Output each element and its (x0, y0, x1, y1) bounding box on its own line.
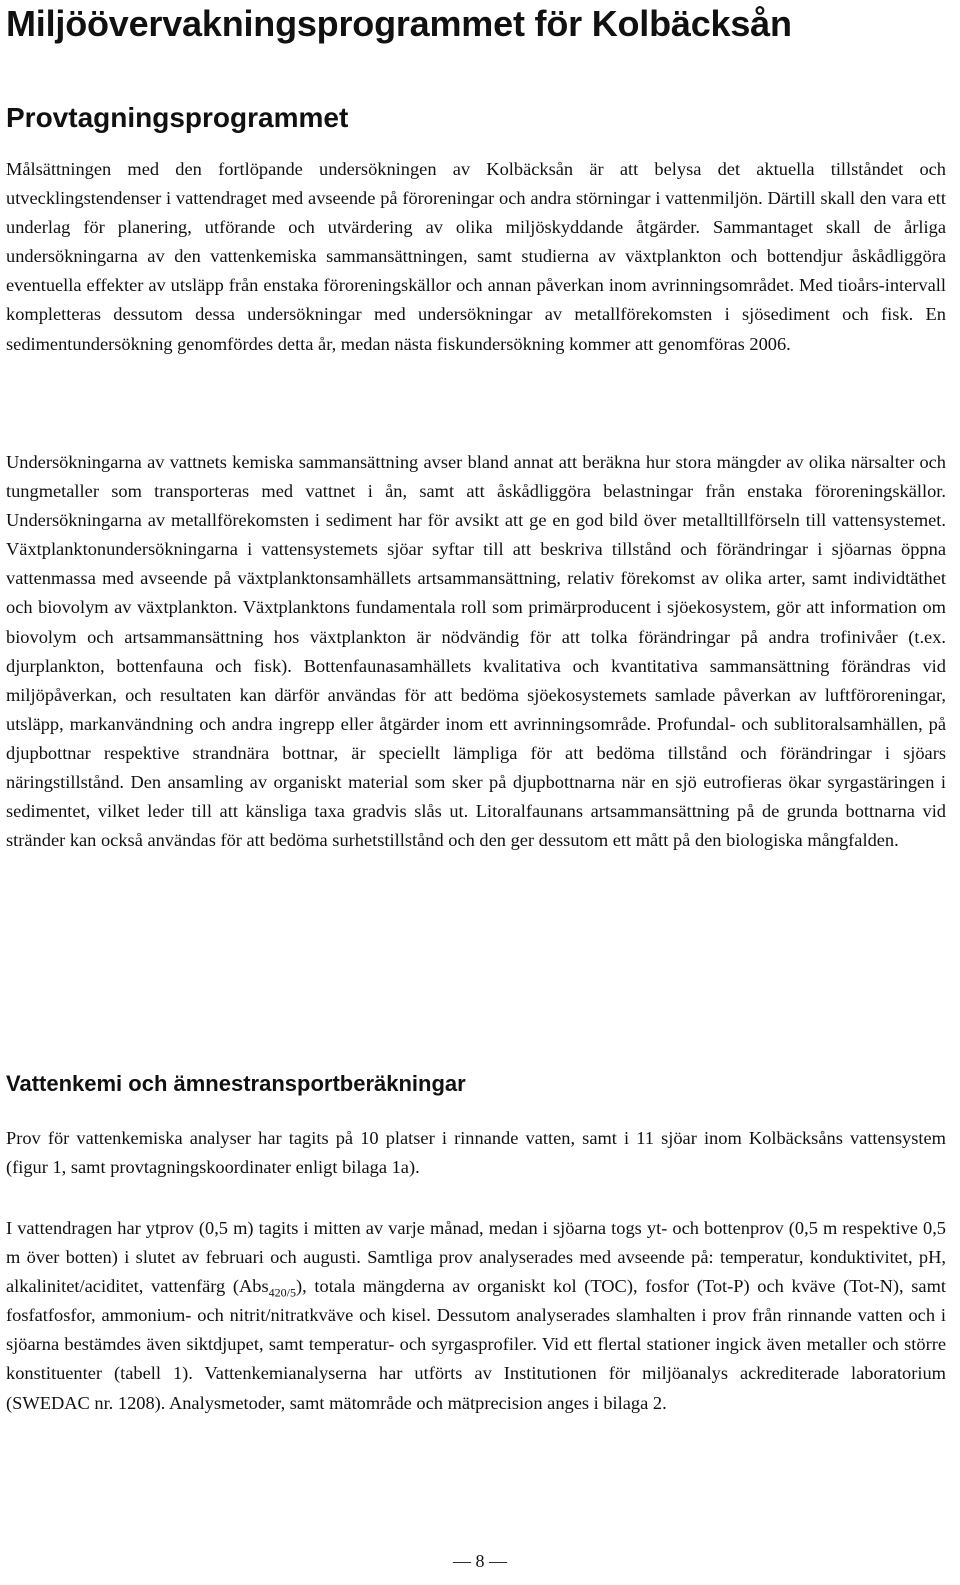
paragraph-analyses (6, 1214, 946, 1418)
section-heading-vattenkemi: Vattenkemi och ämnestransportberäkningar (6, 1071, 466, 1096)
section-heading-provtagning: Provtagningsprogrammet (6, 102, 349, 133)
document-title: Miljöövervakningsprogrammet för Kolbäcksån (6, 3, 792, 44)
page-number: — 8 — (453, 1551, 507, 1571)
analyses-text-end: ), totala mängderna av organiskt kol (TOC), fosfor (Tot-P) och kväve (Tot-N), samt fosfatfosfor, ammonium- och nitrit/nitratkväve och kisel. Dessutom analyserades slamhalten i prov från rinnande vatten och i sjöarna bestämdes även siktdjupet, samt temperatur- och syrgasprofiler. Vid ett flertal stationer ingick även metaller och större konstituenter (tabell 1). Vattenkemianalyserna har utförts av Institutionen för miljöanalys ackrediterade laboratorium (SWEDAC nr. 1208). Analysmetoder, samt mätområde och mätprecision anges i bilaga 2. (6, 1276, 947, 1413)
paragraph-aim: Målsättningen med den fortlöpande undersökningen av Kolbäcksån är att belysa det aktuella tillståndet och utvecklingstendenser i vattendraget med avseende på föroreningar och andra störningar i vattenmiljön. Därtill skall den vara ett underlag för planering, utförande och utvärdering av olika miljöskyddande åtgärder. Sammantaget skall de årliga undersökningarna av den vattenkemiska sammansättningen, samt studierna av växtplankton och bottendjur åskådliggöra eventuella effekter av utsläpp från enstaka föroreningskällor och annan påverkan inom avrinningsområdet. Med tioårs-intervall kompletteras dessutom dessa undersökningar med undersökningar av metallförekomsten i sjösediment och fisk. En sedimentundersökning genomfördes detta år, medan nästa fiskundersökning kommer att genomföras 2006. (6, 159, 946, 354)
abs-subscript: 420/5 (268, 1285, 297, 1300)
analyses-text-start: I vattendragen har ytprov (0,5 m) tagits i mitten av varje månad, medan i sjöarna togs yt- och bottenprov (0,5 m respektive 0,5 m över botten) i slutet av februari och augusti. Samtliga prov analyserades med avseende på: temperatur, konduktivitet, pH, alkalinitet/aciditet, vattenfärg (Abs (6, 1218, 946, 1297)
paragraph-samples: Prov för vattenkemiska analyser har tagits på 10 platser i rinnande vatten, samt i 11 sjöar inom Kolbäcksåns vattensystem (figur 1, samt provtagningskoordinater enligt bilaga 1a). (6, 1128, 946, 1178)
paragraph-investigations: Undersökningarna av vattnets kemiska sammansättning avser bland annat att beräkna hur stora mängder av olika närsalter och tungmetaller som transporteras med vattnet i ån, samt att åskådliggöra belastningar från enstaka föroreningskällor. Undersökningarna av metallförekomsten i sediment har för avsikt att ge en god bild över metalltillförseln till vattensystemet. Växtplanktonundersökningarna i vattensystemets sjöar syftar till att beskriva tillstånd och förändringar i sjöarnas öppna vattenmassa med avseende på växtplanktonsamhällets artsammansättning, relativ förekomst av olika arter, samt individtäthet och biovolym av växtplankton. Växtplanktons fundamentala roll som primärproducent i sjöekosystem, gör att information om biovolym och artsammansättning hos växtplankton är nödvändig för att tolka förändringar på andra trofinivåer (t.ex. djurplankton, bottenfauna och fisk). Bottenfaunasamhällets kvalitativa och kvantitativa sammansättning förändras vid miljöpåverkan, och resultaten kan därför användas för att bedöma sjöekosystemets samlade påverkan av luftföroreningar, utsläpp, markanvändning och andra ingrepp eller åtgärder inom ett avrinningsområde. Profundal- och sublitoralsamhällen, på djupbottnar respektive strandnära bottnar, är speciellt lämpliga för att bedöma tillstånd och förändringar i sjöars näringstillstånd. Den ansamling av organiskt material som sker på djupbottnarna när en sjö eutrofieras ökar syrgastäringen i sedimentet, vilket leder till att känsliga taxa gradvis slås ut. Litoralfaunans artsammansättning på de grunda bottnarna vid stränder kan också användas för att bedöma surhetstillstånd och den ger dessutom ett mått på den biologiska mångfalden. (6, 452, 946, 851)
